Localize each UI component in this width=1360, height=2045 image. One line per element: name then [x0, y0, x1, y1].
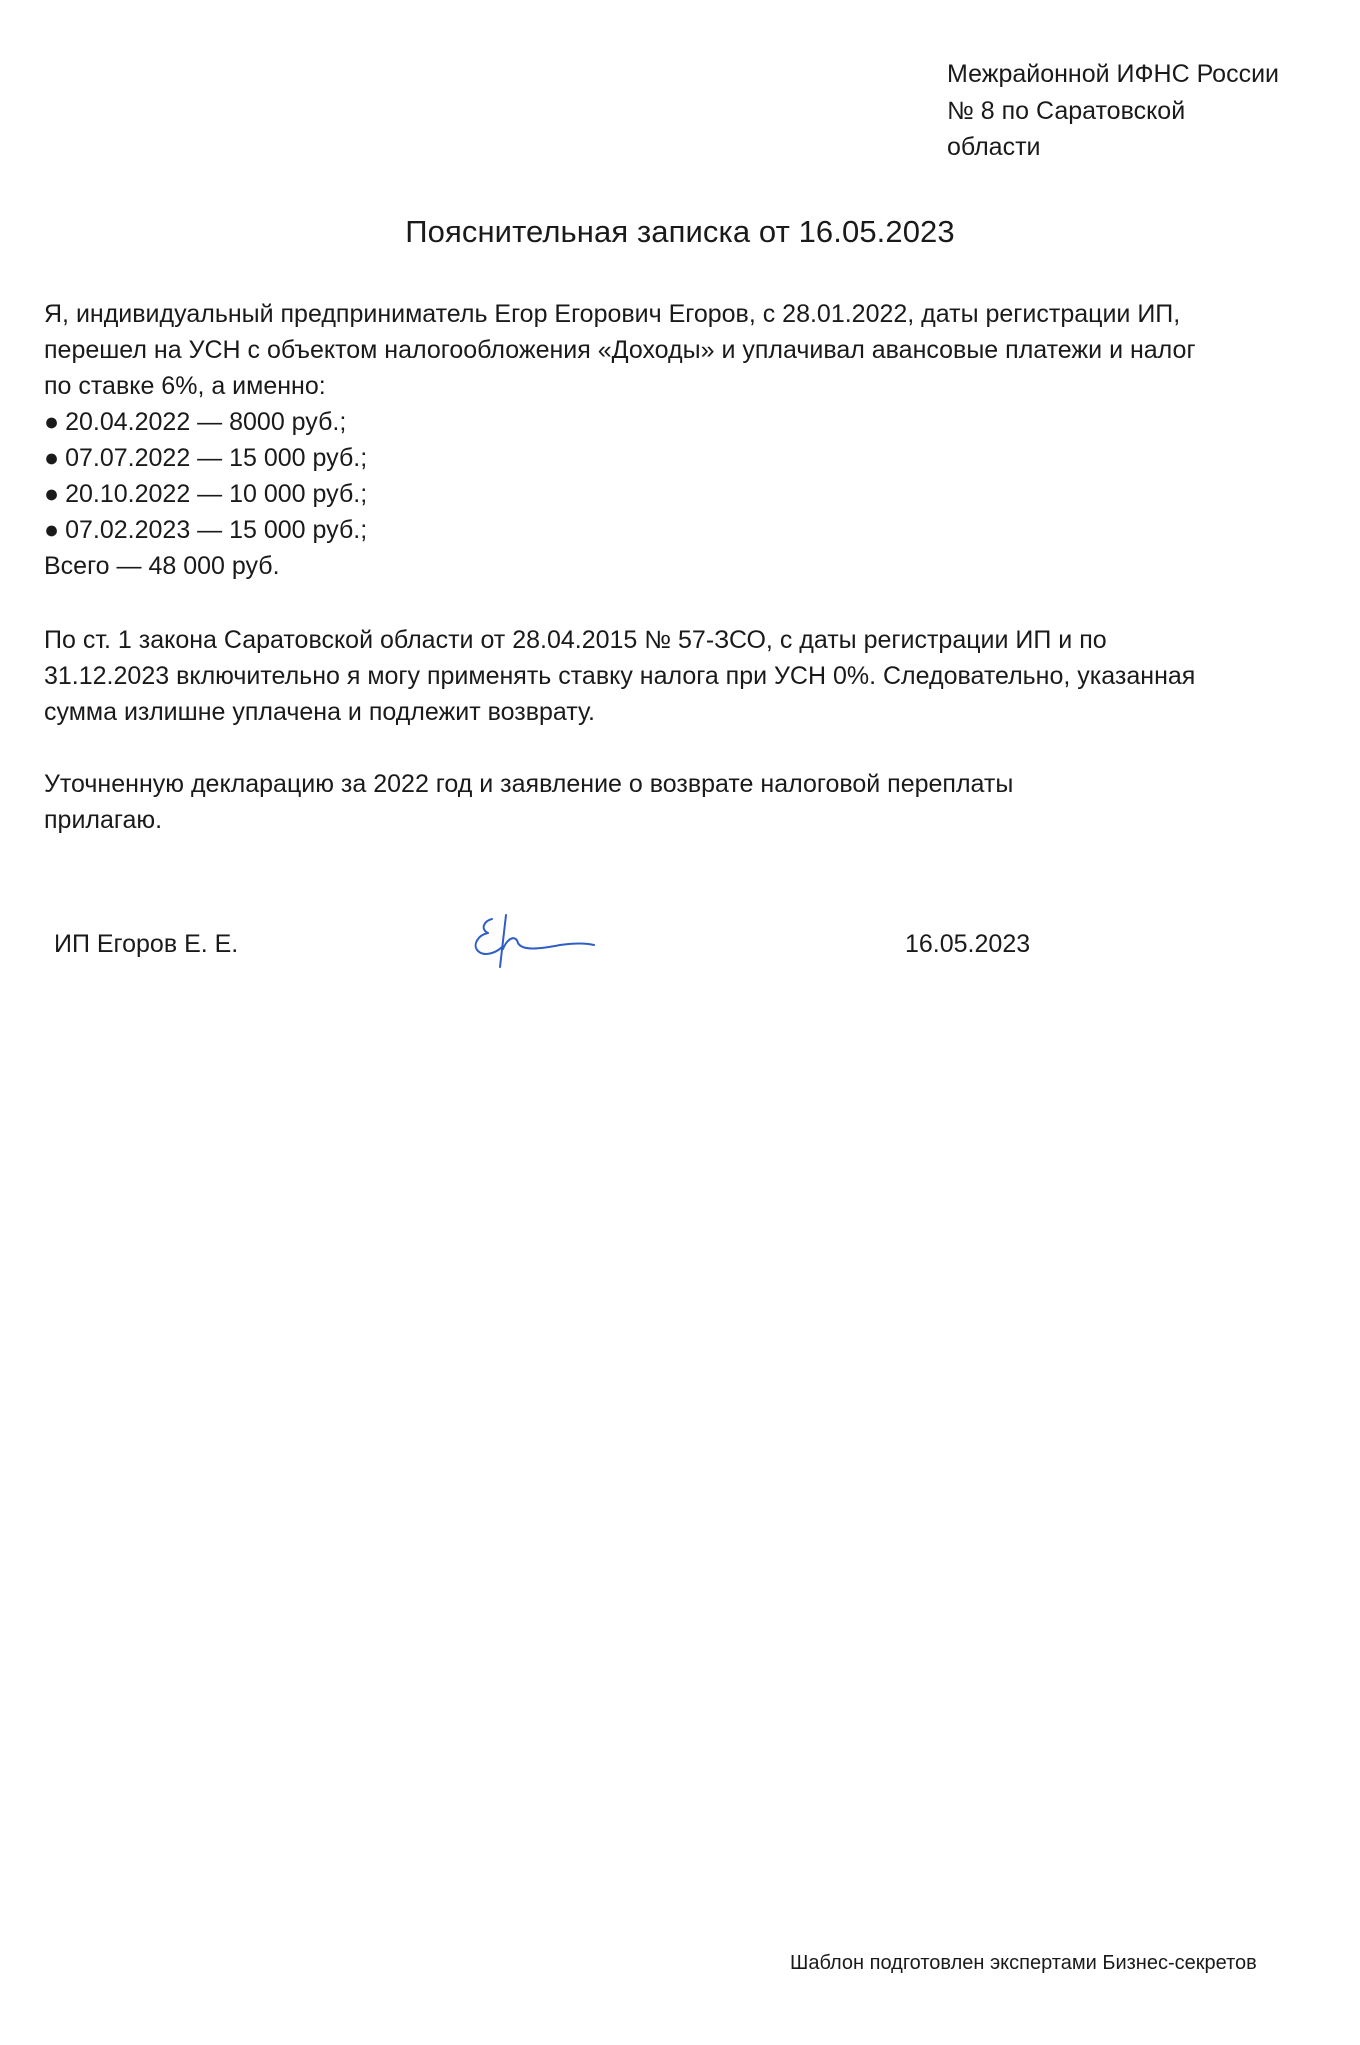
paragraph-line: сумма излишне уплачена и подлежит возврату. — [44, 698, 595, 726]
addressee-line: № 8 по Саратовской — [947, 96, 1186, 125]
document-title: Пояснительная записка от 16.05.2023 — [405, 214, 955, 249]
bullet-icon: ● — [44, 408, 60, 436]
payment-text: 07.07.2022 — 15 000 руб.; — [65, 444, 368, 472]
addressee-block — [947, 56, 1327, 166]
addressee-line: Межрайонной ИФНС России — [947, 60, 1279, 88]
paragraph-legal-basis — [44, 622, 1324, 730]
payment-item — [44, 440, 1324, 476]
payment-text: 07.02.2023 — 15 000 руб.; — [65, 516, 368, 544]
paragraph-line: По ст. 1 закона Саратовской области от 28.04.2015 № 57-ЗСО, с даты регистрации ИП и по — [44, 626, 1107, 654]
bullet-icon: ● — [44, 516, 60, 544]
paragraph-line: перешел на УСН с объектом налогообложения «Доходы» и уплачивал авансовые платежи и налог — [44, 336, 1196, 364]
payment-item — [44, 476, 1324, 512]
signature-date: 16.05.2023 — [905, 930, 1031, 958]
signer-name: ИП Егоров Е. Е. — [54, 930, 239, 958]
payment-item — [44, 404, 1324, 440]
paragraph-line: Уточненную декларацию за 2022 год и заявление о возврате налоговой переплаты — [44, 770, 1014, 798]
payment-total: Всего — 48 000 руб. — [44, 552, 280, 580]
paragraph-line: Я, индивидуальный предприниматель Егор Егорович Егоров, с 28.01.2022, даты регистрации ИП, — [44, 300, 1181, 328]
paragraph-line: прилагаю. — [44, 806, 163, 834]
paragraph-line: 31.12.2023 включительно я могу применять ставку налога при УСН 0%. Следовательно, указанная — [44, 662, 1196, 690]
bullet-icon: ● — [44, 480, 60, 508]
footer-note: Шаблон подготовлен экспертами Бизнес-секретов — [790, 1952, 1257, 1974]
addressee-line: области — [947, 133, 1041, 161]
paragraph-payments — [44, 296, 1324, 584]
payment-text: 20.04.2022 — 8000 руб.; — [65, 408, 347, 436]
bullet-icon: ● — [44, 444, 60, 472]
paragraph-line: по ставке 6%, а именно: — [44, 372, 326, 400]
payment-item — [44, 512, 1324, 548]
handwritten-signature-icon — [470, 905, 600, 985]
payment-text: 20.10.2022 — 10 000 руб.; — [65, 480, 368, 508]
paragraph-attachments — [44, 766, 1324, 838]
